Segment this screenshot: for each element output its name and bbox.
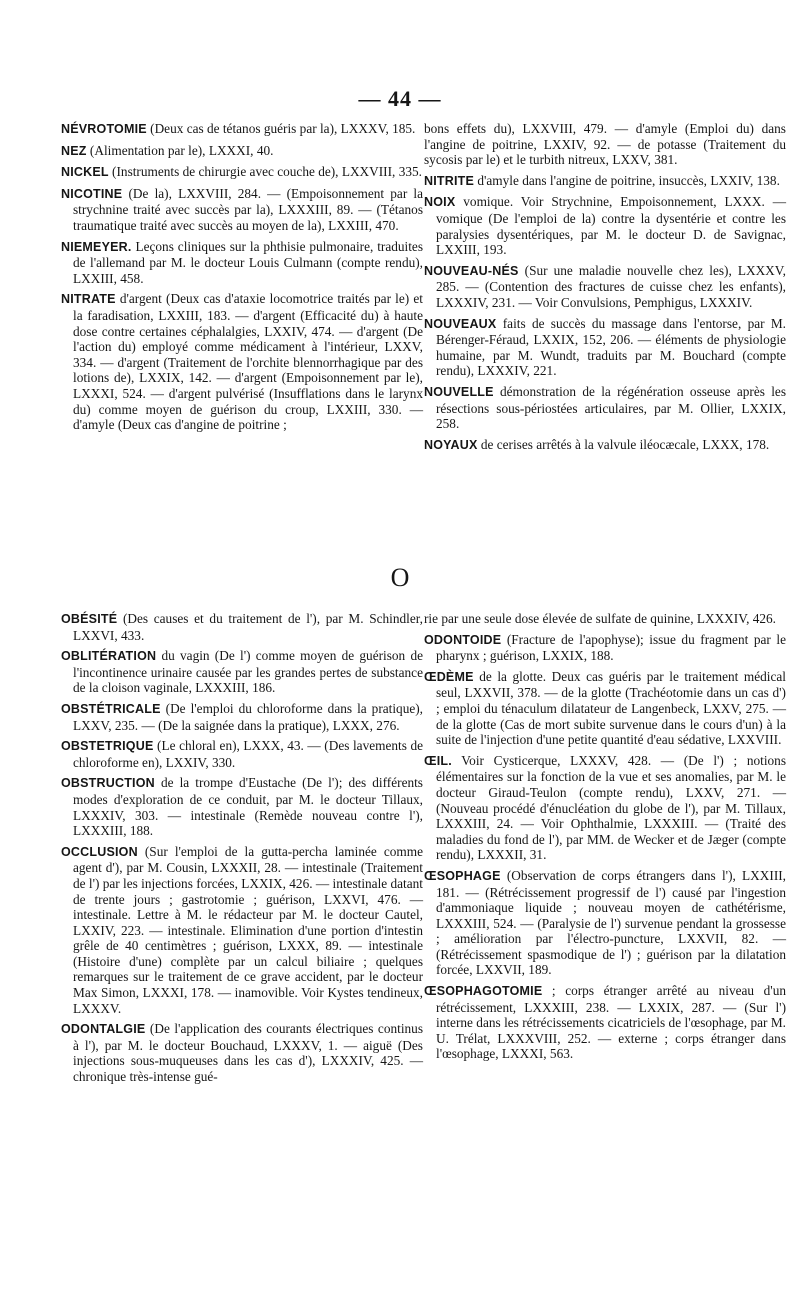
entry-headword: OBSTETRIQUE bbox=[61, 739, 154, 754]
entry-headword: OBLITÉRATION bbox=[61, 649, 157, 664]
entry-headword: OBSTÉTRICALE bbox=[61, 701, 161, 716]
entry-text: (Alimentation par le), LXXXI, 40. bbox=[86, 142, 274, 158]
column-top-right bbox=[424, 121, 786, 458]
entry-headword: NIEMEYER. bbox=[61, 239, 132, 254]
index-entry bbox=[61, 775, 423, 838]
entry-text: (De l'emploi du chloroforme dans la pratique), LXXV, 235. — (De la saignée dans la pratique), LXXX, 276. bbox=[73, 700, 423, 733]
column-top-left bbox=[61, 121, 423, 438]
entry-text: (Sur l'emploi de la gutta-percha laminée comme agent d'), par M. Cousin, LXXXII, 28. — intestinale (Traitement de l') par les injections forcées, LXXIX, 426. — intestinale datant de trente jours ; gastrotomie ; guérison, LXXVI, 476. — intestinale. Lettre à M. le rédacteur par M. le docteur Cautel, LXXIV, 223. — intestinale. Elimination d'une portion d'intestin grêle de 40 centimètres ; guérison, LXXX, 89. — intestinale (Histoire d'une) complète par un calcul biliaire ; quelques remarques sur le traitement de ce grave accident, par le docteur Max Simon, LXXXI, 178. — inamovible. Voir Kystes tendineux, LXXXV. bbox=[73, 843, 423, 1016]
index-entry bbox=[424, 753, 786, 863]
index-entry bbox=[424, 983, 786, 1062]
entry-text: d'argent (Deux cas d'ataxie locomotrice traités par le) et la faradisation, LXXIII, 183. — d'argent (Efficacité du) à haute dose contre certaines céphalalgies, LXXIV, 474. — d'argent (De l'action du) employé comme médicament à l'intérieur, LXXV, 334. — d'argent (Traitement de l'orchite blennorrhagique par des lotions de), LXXIX, 142. — d'argent (Empoisonnement par le), LXXXI, 524. — d'argent pulvérisé (Insufflations dans le larynx du) comme moyen de guérison du croup, LXXIII, 330. — d'amyle (Deux cas d'angine de poitrine ; bbox=[73, 291, 423, 433]
entry-headword: NITRATE bbox=[61, 292, 116, 307]
entry-text: (Observation de corps étrangers dans l'), LXXIII, 181. — (Rétrécissement progressif de l') causé par l'ingestion d'ammoniaque liquide ; nouveau moyen de cathétérisme, LXXXIII, 524. — (Paralysie de l') survenue pendant la grossesse ; amélioration par l'électro-puncture, LXXVII, 82. — (Rétrécissement spasmodique de l') ; guérison par la dilatation forcée, LXXVII, 189. bbox=[436, 867, 786, 978]
entry-headword: NOYAUX bbox=[424, 437, 478, 452]
entry-headword: OBÉSITÉ bbox=[61, 612, 118, 626]
index-entry bbox=[424, 173, 786, 190]
entry-headword: OBSTRUCTION bbox=[61, 776, 155, 791]
entry-text: faits de succès du massage dans l'entorse, par M. Bérenger-Féraud, LXXIX, 152, 206. — éléments de physiologie humaine, par M. Wundt, traduits par M. Bouchard (compte rendu), LXXXIV, 221. bbox=[436, 315, 786, 379]
entry-headword: OCCLUSION bbox=[61, 844, 138, 859]
entry-text: (Deux cas de tétanos guéris par la), LXXXV, 185. bbox=[146, 121, 416, 136]
entry-text: d'amyle dans l'angine de poitrine, insuccès, LXXIV, 138. bbox=[474, 172, 780, 188]
page-number: — 44 — bbox=[358, 86, 442, 111]
entry-text: (Fracture de l'apophyse); issue du fragment par le pharynx ; guérison, LXXIX, 188. bbox=[436, 631, 786, 664]
index-entry bbox=[61, 844, 423, 1017]
index-entry bbox=[424, 632, 786, 664]
entry-text: (Sur une maladie nouvelle chez les), LXXXV, 285. — (Contention des fractures de cuisse chez les enfants), LXXXIV, 231. — Voir Convulsions, Pemphigus, LXXXIV. bbox=[436, 262, 786, 310]
entry-headword: NITRITE bbox=[424, 173, 475, 188]
index-entry bbox=[424, 437, 786, 454]
entry-headword: ODONTALGIE bbox=[61, 1022, 146, 1037]
index-entry bbox=[424, 669, 786, 748]
entry-headword: ŒDÈME bbox=[424, 669, 474, 684]
index-entry bbox=[61, 611, 423, 643]
entry-text: (De l'application des courants électriques continus à l'), par M. le docteur Bouchaud, LXXXV, 1. — aiguë (Des injections sous-muqueuses dans les cas d'), LXXXIV, 425. — chronique très-intense gué- bbox=[73, 1021, 423, 1085]
column-bottom-right bbox=[424, 611, 786, 1067]
index-entry bbox=[61, 121, 423, 138]
index-entry bbox=[424, 611, 786, 627]
entry-text: du vagin (De l') comme moyen de guérison de l'incontinence urinaire causée par les grandes pertes de substance de la cloison vaginale, LXXXIII, 186. bbox=[73, 648, 423, 696]
entry-text: vomique. Voir Strychnine, Empoisonnement, LXXX. — vomique (De l'emploi de la) contre la dysentérie et contre les paralysies dysentériques, par M. le docteur D. de Savignac, LXXIII, 193. bbox=[436, 194, 786, 258]
section-letter: O bbox=[390, 563, 410, 592]
index-entry bbox=[424, 316, 786, 379]
index-entry bbox=[61, 738, 423, 770]
entry-text: démonstration de la régénération osseuse après les résections sous-périostées articulaires, par M. Ollier, LXXIX, 258. bbox=[436, 383, 786, 432]
entry-text: de la trompe d'Eustache (De l'); des différents modes d'exploration de ce conduit, par M. le docteur Tillaux, LXXXIV, 303. — intestinale (Remède nouveau contre l'), LXXXIII, 188. bbox=[73, 775, 423, 839]
index-entry bbox=[424, 868, 786, 978]
index-entry bbox=[61, 1021, 423, 1084]
entry-headword: ODONTOIDE bbox=[424, 632, 502, 647]
index-entry bbox=[61, 186, 423, 234]
entry-headword: NOUVEAU-NÉS bbox=[424, 263, 519, 278]
entry-headword: NEZ bbox=[61, 143, 87, 158]
index-entry bbox=[424, 384, 786, 432]
entry-headword: NICKEL bbox=[61, 165, 109, 180]
entry-text: de cerises arrêtés à la valvule iléocæcale, LXXX, 178. bbox=[477, 436, 770, 452]
entry-headword: NÉVROTOMIE bbox=[61, 122, 147, 136]
entry-text: de la glotte. Deux cas guéris par le traitement médical seul, LXXVII, 378. — de la glotte (Trachéotomie dans un cas d') ; emploi du ténaculum dilatateur de Langenbeck, LXXV, 275. — de la glotte (Cas de mort subite survenue dans le cours d'un) à la suite de l'injection d'une petite quantité d'eau sédative, LXXVIII. bbox=[436, 668, 786, 748]
entry-headword: NICOTINE bbox=[61, 186, 123, 201]
entry-text: (Des causes et du traitement de l'), par M. Schindler, LXXVI, 433. bbox=[73, 611, 423, 643]
entry-text: rie par une seule dose élevée de sulfate de quinine, LXXXIV, 426. bbox=[424, 611, 777, 626]
index-entry bbox=[424, 121, 786, 168]
index-entry bbox=[424, 263, 786, 311]
entry-headword: ŒIL. bbox=[424, 753, 452, 768]
entry-headword: ŒSOPHAGE bbox=[424, 868, 501, 883]
entry-headword: ŒSOPHAGOTOMIE bbox=[424, 984, 543, 999]
entry-headword: NOIX bbox=[424, 195, 456, 210]
column-bottom-left bbox=[61, 611, 423, 1090]
entry-text: ; corps étranger arrêté au niveau d'un rétrécissement, LXXXIII, 238. — LXXIX, 287. — (Sur l') interne dans les rétrécissements cicatriciels de l'œsophage, par M. U. Trélat, LXXXVIII, 252. — externe ; corps étranger dans l'œsophage, LXXXI, 563. bbox=[436, 983, 786, 1062]
entry-text: (Instruments de chirurgie avec couche de), LXXVIII, 335. bbox=[108, 164, 422, 180]
entry-text: (De la), LXXVIII, 284. — (Empoisonnement par la strychnine traité avec succès par la), LXXXIII, 89. — (Tétanos traumatique traité avec succès au moyen de la), LXXIII, 470. bbox=[73, 185, 423, 233]
entry-text: bons effets du), LXXVIII, 479. — d'amyle (Emploi du) dans l'angine de poitrine, LXXIV, 92. — de potasse (Traitement du sycosis par le) et le turbith nitreux, LXXV, 381. bbox=[424, 121, 786, 168]
index-entry bbox=[61, 701, 423, 733]
entry-text: Leçons cliniques sur la phthisie pulmonaire, traduites de l'allemand par M. le docteur Louis Culmann (compte rendu), LXXIII, 458. bbox=[73, 238, 423, 286]
entry-text: (Le chloral en), LXXX, 43. — (Des lavements de chloroforme en), LXXIV, 330. bbox=[73, 738, 423, 770]
index-entry bbox=[61, 291, 423, 432]
index-entry bbox=[61, 143, 423, 160]
entry-headword: NOUVEAUX bbox=[424, 316, 497, 331]
entry-text: Voir Cysticerque, LXXXV, 428. — (De l') ; notions élémentaires sur la fonction de la vue et ses anomalies, par M. le docteur Giraud-Teulon (compte rendu), LXXV, 271. — (Nouveau procédé d'énucléation du globe de l'), par M. Tillaux, LXXXIII, 24. — Voir Ophthalmie, LXXXIII. — (Traité des maladies du fond de l'), par MM. de Wecker et de Jæger (compte rendu), LXXXII, 31. bbox=[436, 752, 786, 863]
index-entry bbox=[61, 239, 423, 287]
index-entry bbox=[61, 164, 423, 181]
index-entry bbox=[61, 648, 423, 696]
entry-headword: NOUVELLE bbox=[424, 384, 494, 399]
index-entry bbox=[424, 194, 786, 257]
